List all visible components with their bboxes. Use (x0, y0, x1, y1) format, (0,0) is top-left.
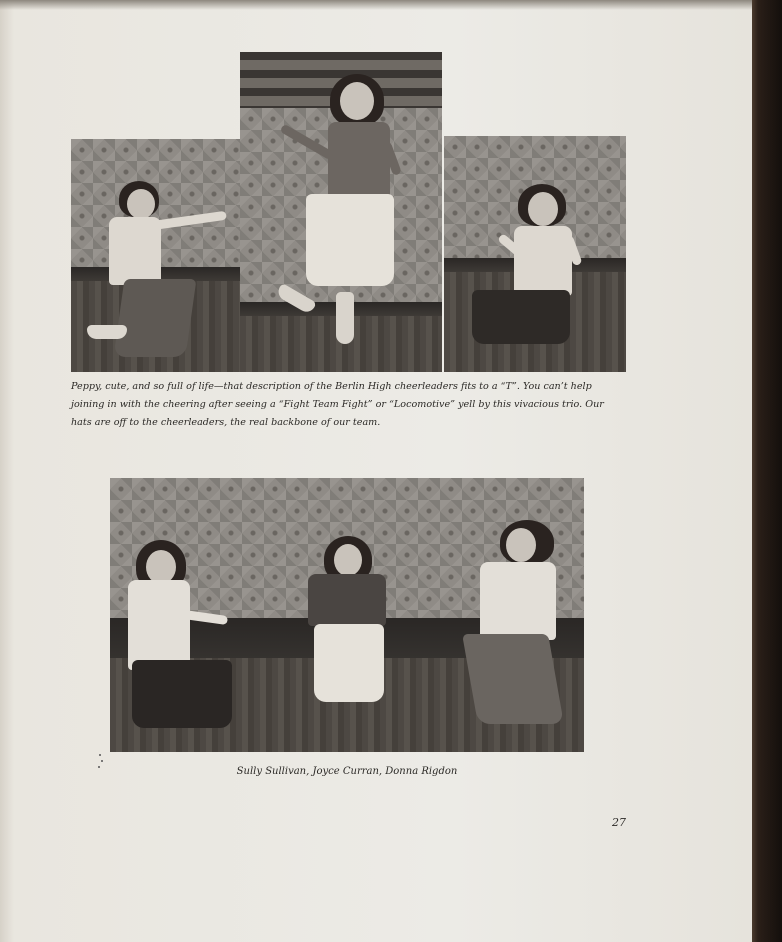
book-spine-edge (752, 0, 782, 942)
cheerleader-figure-right (450, 478, 584, 752)
cheerleader-figure (240, 52, 442, 372)
photo-cheerleaders-group (110, 478, 584, 752)
cheerleader-figure (71, 139, 240, 372)
cheerleaders-description: Peppy, cute, and so full of life—that description of the Berlin High cheerleaders fits to a “T”. You can’t help joining in with the cheering after seeing a “Fight Team Fight” or “Locomotive” yell by this vivacious trio. Our hats are off to the cheerleaders, the real backbone of our team. (71, 381, 604, 428)
photo-cheerleader-center (240, 52, 442, 372)
cheerleader-figure (444, 136, 626, 372)
print-specks (98, 752, 104, 772)
page-top-shadow (0, 0, 752, 10)
page-number: 27 (612, 816, 626, 829)
cheerleader-figure-left (110, 478, 260, 752)
photo-cheerleader-right (444, 136, 626, 372)
photo-cheerleader-left (71, 139, 240, 372)
cheerleader-figure-center (280, 478, 420, 752)
group-photo-caption: Sully Sullivan, Joyce Curran, Donna Rigdon (236, 766, 458, 777)
